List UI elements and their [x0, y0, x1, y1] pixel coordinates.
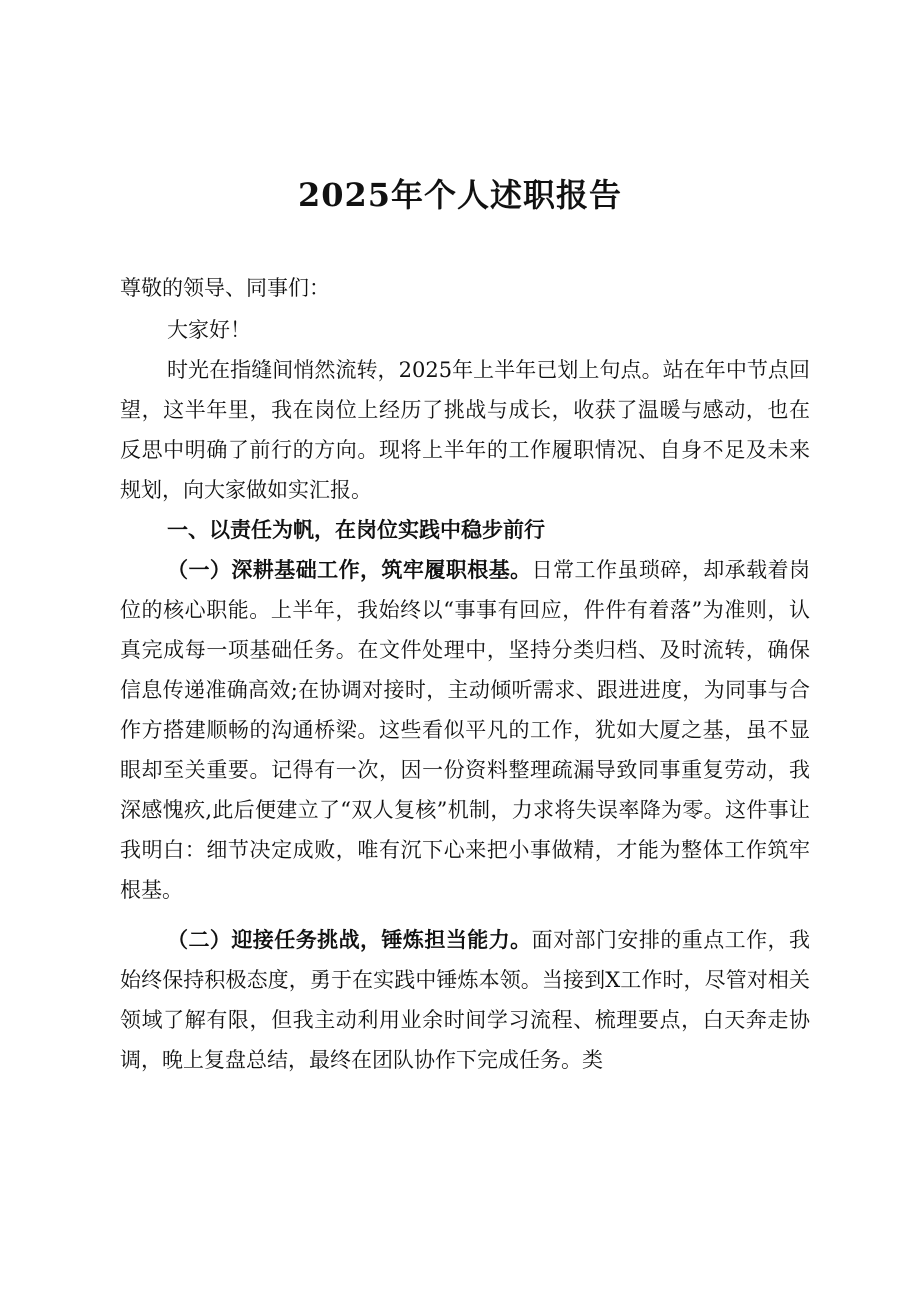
- salutation: 尊敬的领导、同事们：: [120, 276, 330, 300]
- subsection-2-text: 面对部门安排的重点工作，我始终保持积极态度，勇于在实践中锤炼本领。当接到X工作时，尽管对相关领域了解有限，但我主动利用业余时间学习流程、梳理要点，白天奔走协调，晚上复盘总结，最终在团队协作下完成任务。类: [120, 928, 811, 1072]
- subsection-2-lead: （二）迎接任务挑战，锤炼担当能力。: [167, 927, 532, 952]
- subsection-1-text: 日常工作虽琐碎，却承载着岗位的核心职能。上半年，我始终以“事事有回应，件件有着落”为准则，认真完成每一项基础任务。在文件处理中，坚持分类归档、及时流转，确保信息传递准确高效;在协调对接时，主动倾听需求、跟进进度，为同事与合作方搭建顺畅的沟通桥梁。这些看似平凡的工作，犹如大厦之基，虽不显眼却至关重要。记得有一次，因一份资料整理疏漏导致同事重复劳动，我深感愧疚,此后便建立了“双人复核”机制，力求将失误率降为零。这件事让我明白：细节决定成败，唯有沉下心来把小事做精，才能为整体工作筑牢根基。: [120, 558, 811, 902]
- subsection-2-paragraph: [120, 920, 810, 1080]
- section-heading: 一、以责任为帆，在岗位实践中稳步前行: [167, 517, 545, 542]
- greeting: 大家好！: [167, 318, 251, 342]
- document-title: 2025年个人述职报告: [297, 176, 623, 214]
- subsection-1-paragraph: [120, 550, 810, 910]
- intro-paragraph: 时光在指缝间悄然流转，2025年上半年已划上句点。站在年中节点回望，这半年里，我在岗位上经历了挑战与成长，收获了温暖与感动，也在反思中明确了前行的方向。现将上半年的工作履职情况、自身不足及未来规划，向大家做如实汇报。: [120, 358, 810, 502]
- subsection-1-lead: （一）深耕基础工作，筑牢履职根基。: [167, 557, 532, 582]
- document-body: [120, 268, 810, 1080]
